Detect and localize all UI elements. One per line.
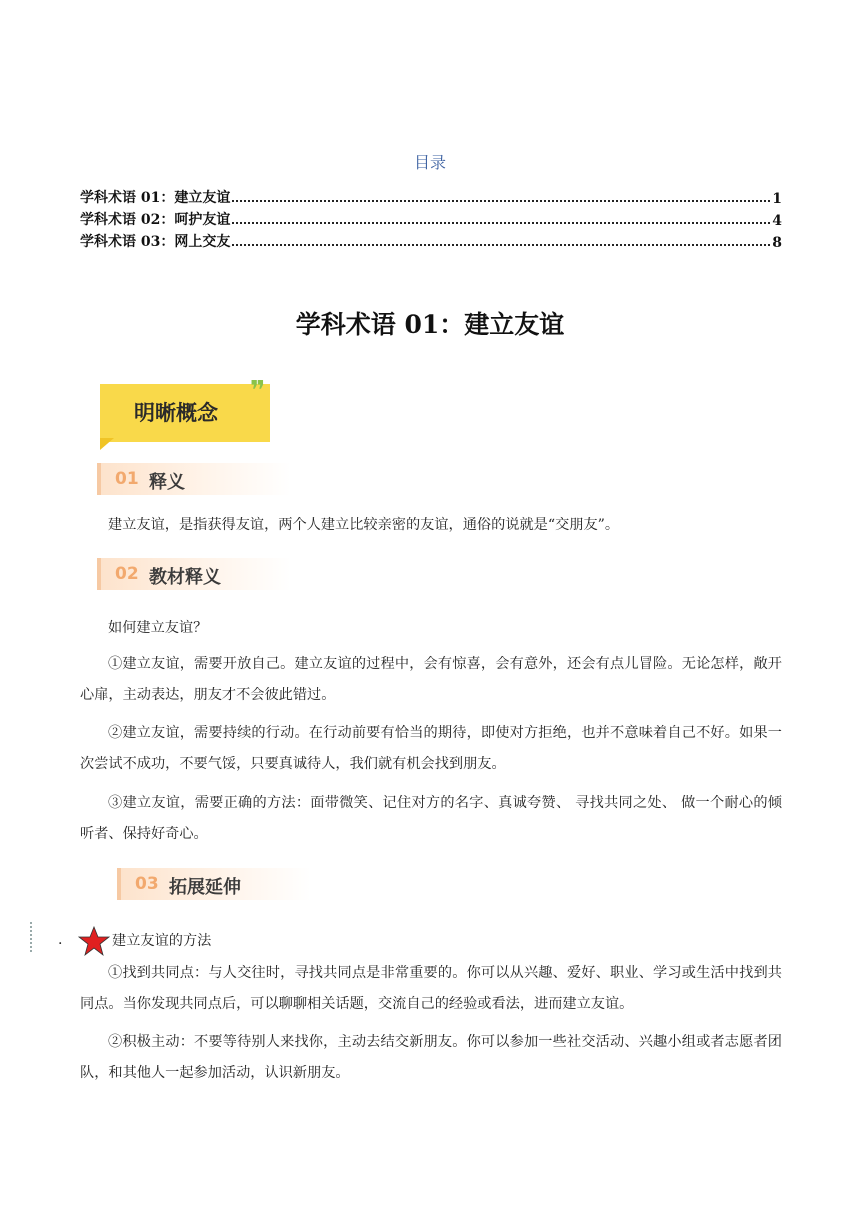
- quote-icon: ❞: [250, 376, 266, 406]
- extension-point: ②积极主动：不要等待别人来找你，主动去结交新朋友。你可以参加一些社交活动、兴趣小组或者志愿者团队，和其他人一起参加活动，认识新朋友。: [80, 1034, 782, 1081]
- toc-leader-dots: [232, 244, 770, 246]
- toc-entry-page: 8: [772, 235, 782, 251]
- textbook-point: ②建立友谊，需要持续的行动。在行动前要有恰当的期待，即使对方拒绝，也并不意味着自己不好。如果一次尝试不成功，不要气馁，只要真诚待人，我们就有机会找到朋友。: [80, 725, 782, 772]
- section-title: 释义: [149, 472, 185, 493]
- textbook-point: ③建立友谊，需要正确的方法：面带微笑、记住对方的名字、真诚夸赞、 寻找共同之处、 做一个耐心的倾听者、保持好奇心。: [80, 795, 782, 842]
- toc-entry-label: 学科术语 03：网上交友: [80, 234, 231, 250]
- bullet-dot: .: [58, 932, 63, 948]
- margin-dots: [30, 922, 34, 952]
- section-heading: 学科术语 01：建立友谊: [295, 310, 565, 339]
- section-label-definition: [97, 463, 291, 495]
- toc-title: 目录: [413, 153, 446, 172]
- section-label-textbook: [97, 558, 291, 590]
- toc-entry[interactable]: [80, 207, 782, 229]
- section-title: 教材释义: [149, 567, 221, 588]
- banner-tail: [100, 438, 114, 450]
- toc-entry[interactable]: [80, 185, 782, 207]
- section-number: 02: [115, 564, 139, 584]
- toc-entry-label: 学科术语 01：建立友谊: [80, 190, 231, 206]
- toc-entry-page: 4: [772, 213, 782, 229]
- section-label-extension: [117, 868, 311, 900]
- toc-entry[interactable]: [80, 229, 782, 251]
- toc-entry-label: 学科术语 02：呵护友谊: [80, 212, 231, 228]
- banner-label: 明晰概念: [134, 401, 218, 425]
- toc-leader-dots: [232, 222, 770, 224]
- extension-point: ①找到共同点：与人交往时，寻找共同点是非常重要的。你可以从兴趣、爱好、职业、学习或生活中找到共同点。当你发现共同点后，可以聊聊相关话题，交流自己的经验或看法，进而建立友谊。: [80, 965, 782, 1012]
- star-icon: [78, 925, 110, 957]
- definition-text: 建立友谊，是指获得友谊，两个人建立比较亲密的友谊，通俗的说就是“交朋友”。: [108, 517, 620, 533]
- table-of-contents: [80, 185, 782, 251]
- concept-banner: [100, 378, 278, 450]
- textbook-question: 如何建立友谊？: [108, 620, 208, 636]
- section-title: 拓展延伸: [169, 877, 241, 898]
- section-number: 01: [115, 469, 139, 489]
- toc-entry-page: 1: [772, 191, 782, 207]
- toc-leader-dots: [232, 200, 770, 202]
- section-number: 03: [135, 874, 159, 894]
- textbook-point: ①建立友谊，需要开放自己。建立友谊的过程中，会有惊喜，会有意外，还会有点儿冒险。无论怎样，敞开心扉，主动表达，朋友才不会彼此错过。: [80, 656, 782, 703]
- extension-title: 建立友谊的方法: [112, 933, 212, 949]
